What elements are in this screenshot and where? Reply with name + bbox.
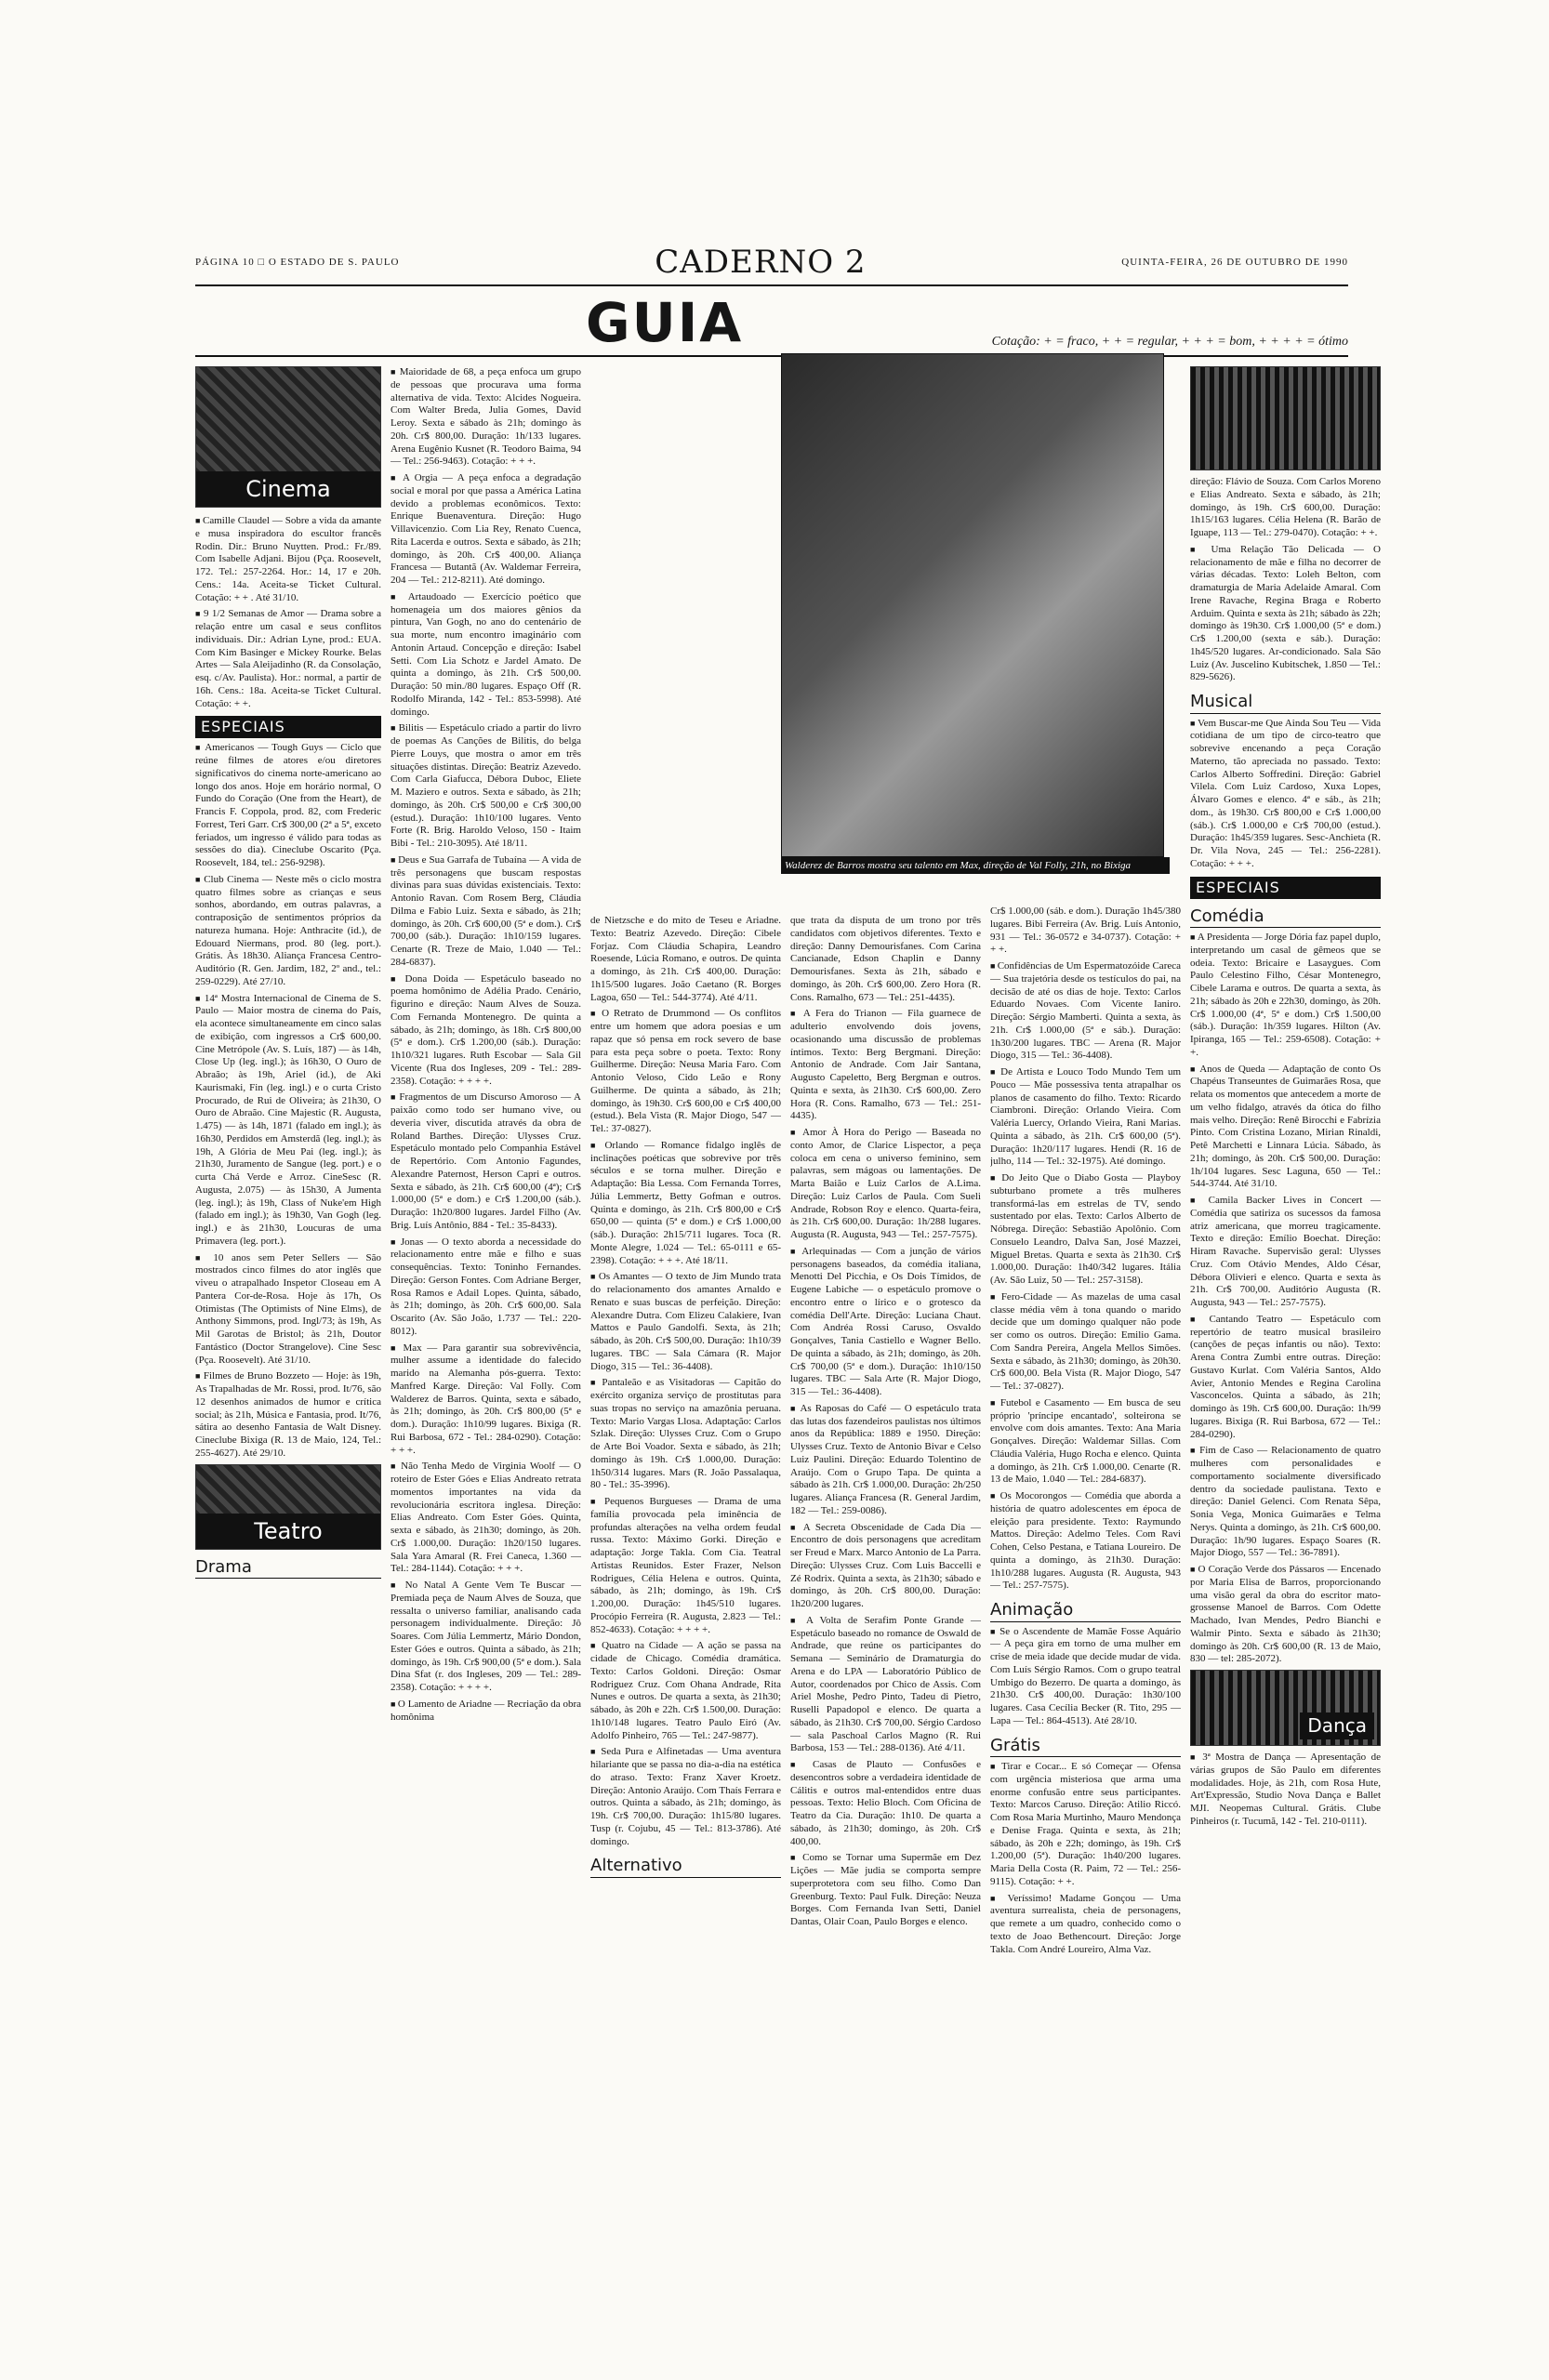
listing: ■ Futebol e Casamento — Em busca de seu próprio 'príncipe encantado', solteirona se envolve com dois amantes. Texto: Ana Maria Gonçalves. Direção: Waldemar Sillas. Com Cláudia Valéria, Hugo Rocha e elenco. Quinta a domingo, às 21h. Cr$ 1.000,00. Cenarte (R. 13 de Maio, 1.040 — Tel.: 284-6837). [990,1397,1181,1487]
listing: ■ Como se Tornar uma Supermãe em Dez Lições — Mãe judia se comporta sempre superprotetora com seu filho. Como Dan Greenburg. Texto: Paul Fulk. Direção: Neuza Borges. Com Fernanda Ivan Setti, Daniel Dantas, Olair Coan, Paulo Borges e elenco. [790,1852,981,1929]
listing: ■ No Natal A Gente Vem Te Buscar — Premiada peça de Naum Alves de Souza, que ressalta o universo familiar, analisando cada personagem individualmente. Direção: Jô Soares. Com Júlia Lemmertz, Mário Dondon, Ester Góes e outros. Quinta a sábado, às 21h; domingo, às 19h. Cr$ 900,00 (5ª e dom.). Sala Dina Sfat (r. dos Ingleses, 209 — Tel.: 289-2358). Cotação: + + + +. [391,1580,581,1695]
listing: de Nietzsche e do mito de Teseu e Ariadne. Texto: Beatriz Azevedo. Direção: Cibele Forjaz. Com Cláudia Schapira, Leandro Roesende, Lúcia Romano, e outros. De quinta a domingo, às 21h. Cr$ 400,00. Duração: 1h15/500 lugares. João Caetano (R. Borges Lagoa, 650 — Tel.: 544-3774). Até 4/11. [590,915,781,1003]
listing: ■ Do Jeito Que o Diabo Gosta — Playboy subturbano promete a três mulheres transformá-las em estrelas de TV, sendo sustentado por elas. Texto: Carlos Alberto de Nóbrega. Direção: Sebastião Apolônio. Com Consuelo Leandro, Dalva San, José Mazzei, Miguel Bretas. Quarta e sexta às 21h30. Cr$ 1.000,00. Duração: 1h40/342 lugares. Itália (Av. São Luiz, 50 — Tel.: 257-3158). [990,1172,1181,1288]
listing: ■ Uma Relação Tão Delicada — O relacionamento de mãe e filha no decorrer de várias décadas. Texto: Loleh Belton, com dramaturgia de Maria Adelaide Amaral. Com Irene Ravache, Regina Braga e Roberto Arduim. Quinta e sexta às 21h; sábado às 22h; domingo às 19h30. Cr$ 1.000,00 (5ª e dom.) Cr$ 1.200,00 (sexta e sáb.). Duração: 1h45/520 lugares. Ar-condicionado. Sala São Luiz (Av. Juscelino Kubitschek, 1.850 — Tel.: 829-5626). [1190,544,1381,684]
listing: ■ Vem Buscar-me Que Ainda Sou Teu — Vida cotidiana de um tipo de circo-teatro que sobrevive encenando a peça Coração Materno, tão apreciada no passado. Texto: Carlos Alberto Soffredini. Direção: Gabriel Vilela. Com Luiz Cardoso, Xuxa Lopes, Álvaro Gomes e elenco. 4ª e sáb., às 21h; dom., às 19h30. Cr$ 800,00 e Cr$ 1.000,00 (sáb.). Cr$ 1.000,00 e Cr$ 700,00 (estud.). Duração: 1h45/359 lugares. Sesc-Anchieta (R. Dr. Vila Nova, 245 — Tel.: 256-2281). Cotação: + + +. [1190,718,1381,871]
section-especiais: ESPECIAIS [195,716,381,738]
listing: ■ Os Amantes — O texto de Jim Mundo trata do relacionamento dos amantes Arnaldo e Renato e suas buscas de perfeição. Direção: Alexandre Dutra. Com Elizeu Calakiere, Ivan Mattos e Paulo Gandolfi. Sexta, às 21h; sábado, às 20h. Cr$ 500,00. Duração: 1h10/39 lugares. TBC — Sala Cámara (R. Major Diogo, 315 — Tel.: 36-4408). [590,1271,781,1373]
column-2 [391,366,581,2263]
listing: direção: Flávio de Souza. Com Carlos Moreno e Elias Andreato. Sexta e sábado, às 21h; domingo, às 19h. Cr$ 600,00. Duração: 1h15/163 lugares. Célia Helena (R. Barão de Iguape, 113 — Tel.: 279-0470). Cotação: + +. [1190,476,1381,538]
section-cinema: Cinema [196,471,380,507]
listing: ■ A Volta de Serafim Ponte Grande — Espetáculo baseado no romance de Oswald de Andrade, que reúne os participantes do Semana — Seminário de Dramaturgia do Arena e do LPA — Laboratório Público de Autor, coordenados por Chico de Assis. Com Ariel Moshe, Pedro Pinto, Tadeu di Pietro, Ruselli Papadopol e elenco. De quarta a sábado, às 21h30. Cr$ 700,00. Sérgio Cardoso — sala Paschoal Carlos Magno (R. Rui Barbosa, 153 — Tel.: 288-0136). Até 4/11. [790,1615,981,1755]
listing: ■ As Raposas do Café — O espetáculo trata das lutas dos fazendeiros paulistas nos últimos anos da República: 1889 e 1950. Direção: Ulysses Cruz. Texto de Antonio Bivar e Celso Luiz Paulini. Direção: Eduardo Tolentino de Araújo. Com o Grupo Tapa. De quinta a sábado às 21h. Cr$ 1.000,00. Duração: 2h/250 lugares. Aliança Francesa (R. General Jardim, 182 — Tel.: 259-0086). [790,1403,981,1518]
section-alternativo: Alternativo [590,1856,781,1878]
listing: ■ A Presidenta — Jorge Dória faz papel duplo, interpretando um casal de gêmeos que se odeia. Texto: Bricaire e Lasaygues. Com Paulo Celestino Filho, César Montenegro, Cibele Larama e outros. De quarta a sexta, às 21h; sábado às 20h e 22h30, domingo, às 20h. Cr$ 1.000,00 (4ª, 5ª e dom.) Cr$ 1.500,00 (sáb.). Duração: 1h/359 lugares. Hilton (Av. Ipiranga, 165 — Tel.: 259-6508). Cotação: + +. [1190,932,1381,1060]
listing: ■ Quatro na Cidade — A ação se passa na cidade de Chicago. Comédia dramática. Texto: Carlos Goldoni. Direção: Osmar Rodriguez Cruz. Com Ohana Andrade, Rita Nunes e outros. De quarta a sexta, às 21h30; sábado, às 20h e 22h. Cr$ 1.500,00. Duração: 1h10/148 lugares. Teatro Paulo Eiró (Av. Adolfo Pinheiro, 765 — Tel.: 247-9877). [590,1640,781,1742]
teatro-illustration [195,1464,381,1550]
listing: ■ De Artista e Louco Todo Mundo Tem um Pouco — Mãe possessiva tenta atrapalhar os planos de casamento do filho. Texto: Ricardo Ciambroni. Direção: Orlando Vieira. Com Valéria Luercy, Orlando Vieira, Rani Marias. Quinta a sábado, às 21h. Cr$ 600,00 (5ª). Duração: 1h20/117 lugares. Hendi (R. 16 de julho, 114 — Tel.: 32-1975). Até domingo. [990,1066,1181,1169]
dance-illustration [1190,1670,1381,1746]
listing: ■ O Retrato de Drummond — Os conflitos entre um homem que adora poesias e um rapaz que só pensa em rock severo de base para esta peça sobre o poeta. Texto: Rony Guilherme. Direção: Neusa Maria Faro. Com Antonio Veloso, Cido Leão e Rony Guilherme. De quinta a sábado, às 21h; domingo, às 19h30. Cr$ 600,00 e Cr$ 400,00 (estud.). Bela Vista (R. Major Diogo, 547 — Tel.: 37-0827). [590,1008,781,1136]
listing: ■ Camila Backer Lives in Concert — Comédia que satiriza os sucessos da famosa atriz americana, que morreu tragicamente. Texto e direção: Emílio Boechat. Direção: Hiram Ravache. Supervisão geral: Ulysses Cruz. Com Otávio Mendes, Aldo César, Débora Olivieri e elenco. Quarta e sexta às 21h. Cr$ 700,00. Auditório Augusta (R. Augusta, 943 — Tel.: 257-7575). [1190,1195,1381,1310]
listing: ■ Camille Claudel — Sobre a vida da amante e musa inspiradora do escultor francês Rodin. Dir.: Bruno Nuytten. Prod.: Fr./89. Com Isabelle Adjani. Bijou (Pça. Roosevelt, 172. Tel.: 257-2264. Hor.: 14, 17 e 20h. Cens.: 14a. Aceita-se Ticket Cultural. Cotação: + + . Até 31/10. [195,515,381,604]
guia-banner [195,291,1348,357]
listing: ■ Artaudoado — Exercício poético que homenageia um dos maiores gênios da pintura, Van Gogh, no ano do centenário de sua morte, num encontro imaginário com Antonin Artaud. Concepção e direção: Isabel Setti. Com Lia Schotz e Jardel Amato. De quinta a domingo, às 21h. Cr$ 500,00. Duração: 50 min./80 lugares. Espaço Off (R. Rodolfo Miranda, 142 - Tel.: 853-5998). Até domingo. [391,591,581,720]
section-masthead: CADERNO 2 [655,244,867,281]
listing: ■ Tirar e Cocar... E só Começar — Ofensa com urgência misteriosa que arma uma enorme confusão entre seus participantes. Texto: Marcos Caruso. Direção: Atilio Riccó. Com Rosa Maria Murtinho, Mauro Mendonça e Denise Fraga. Quinta e sexta, às 21h; sábado, às 20h e 22h; domingo, às 19h. Cr$ 1.200,00 (5ª). Duração: 1h40/200 lugares. Maria Della Costa (R. Paim, 72 — Tel.: 256-9115). Cotação: + +. [990,1761,1181,1889]
listing: ■ Casas de Plauto — Confusões e desencontros sobre a verdadeira identidade de Cálitis e outros mal-entendidos entre duas pessoas. Texto: Helio Bloch. Com Oficina de Teatro da Cia. Duração: 1h10. De quarta a sábado, às 21h30; domingo, às 20h. Cr$ 400,00. [790,1759,981,1848]
listing: ■ Cantando Teatro — Espetáculo com repertório de teatro musical brasileiro (canções de peças infantis ou não). Texto: Arena Contra Zumbi entre outras. Direção: Gustavo Kurlat. Com Valéria Santos, Aldo Avier, Antonio Mendes e Regina Carolina Vasconcelos. Quinta a sábado, às 21h; domingo às 19h. Cr$ 600,00. Duração: 1h/99 lugares. Bixiga (R. Rui Barbosa, 672 — Tel.: 284-0290). [1190,1314,1381,1442]
comedy-illustration [1190,366,1381,470]
listing: ■ Anos de Queda — Adaptação de conto Os Chapéus Transeuntes de Guimarães Rosa, que relata os momentos que antecedem a morte de um velho fidalgo, através da ótica do filho mais velho. Direção: Renê Birocchi e Fabrízia Pinto. Com Cristina Lozano, Mirian Rinaldi, Petê Marchetti e Linnara Lúcia. Sábado, às 21h; domingo, às 20h. Cr$ 500,00. Duração: 1h/104 lugares. Sesc Laguna, 650 — Tel.: 544-3744. Até 31/10. [1190,1064,1381,1192]
listing: ■ Jonas — O texto aborda a necessidade do relacionamento entre mãe e filho e suas consequências. Texto: Toninho Fernandes. Direção: Gerson Fontes. Com Adriane Berger, Rosa Ramos e Adail Lopes. Quinta, sábado, às 21h; domingo, às 20h. Cr$ 600,00. Sala Oscarito (Av. São João, 1.737 — Tel.: 220-8012). [391,1236,581,1339]
listing: ■ Arlequinadas — Com a junção de vários personagens baseados, da comédia italiana, Menotti Del Picchia, e Os Dois Tímidos, de Eugene Labiche — o espetáculo promove o encontro entre o lírico e o grotesco da comédia Dell'Arte. Direção: Luciana Chaut. Com Andréa Rossi Caruso, Osvaldo Gonçalves, Tania Castiello e Wagner Bello. De quinta a sábado, às 21h; domingo, às 20h. Cr$ 700,00 (5ª e dom.). Duração: 1h10/150 lugares. TBC — Sala Arte (R. Major Diogo, 315 — Tel.: 36-4408). [790,1246,981,1399]
photo-caption: Walderez de Barros mostra seu talento em Max, direção de Val Folly, 21h, no Bixiga [781,857,1170,874]
listing: ■ Maioridade de 68, a peça enfoca um grupo de pessoas que procurava uma forma alternativa de vida. Texto: Alcides Nogueira. Com Walter Breda, Julia Gomes, David Leroy. Sexta e sábado às 21h; domingo às 20h. Cr$ 800,00. Duração: 1h/133 lugares. Arena Eugênio Kusnet (R. Teodoro Baima, 94 — Tel.: 256-9463). Cotação: + + +. [391,366,581,469]
listing: ■ Seda Pura e Alfinetadas — Uma aventura hilariante que se passa no dia-a-dia na estética do atraso. Texto: Franz Xaver Kroetz. Direção: Antonio Araújo. Com Thaís Ferrara e outros. Quinta a sábado, às 21h; domingo, às 19h. Cr$ 700,00. Duração: 1h15/80 lugares. Tusp (r. Cojubu, 45 — Tel.: 813-3786). Até domingo. [590,1746,781,1848]
listing: que trata da disputa de um trono por três candidatos com objetivos diferentes. Texto e direção: Danny Demourisfanes. Com Carina Cancianade, Edson Chaplin e Danny Demourisfanes. Sexta às 21h, sábado e domingo, às 20h. Cr$ 600,00. Zero Hora (R. Cons. Ramalho, 673 — Tel.: 251-4435). [790,915,981,1003]
listing: ■ Filmes de Bruno Bozzeto — Hoje: às 19h, As Trapalhadas de Mr. Rossi, prod. It/76, são 12 desenhos animados de humor e crítica social; às 21h, Música e Fantasia, prod. It/76, sátira ao desenho Fantasia de Walt Disney. Cineclube Bixiga (R. 13 de Maio, 124, Tel.: 255-4627). Até 29/10. [195,1370,381,1460]
feature-photo [781,353,1164,857]
header-date: QUINTA-FEIRA, 26 DE OUTUBRO DE 1990 [1121,257,1348,268]
section-drama: Drama [195,1557,381,1580]
guia-title: GUIA [586,291,744,354]
listing: ■ Se o Ascendente de Mamãe Fosse Aquário — A peça gira em torno de uma mulher em crise de meia idade que decide mudar de vida. Com Luís Sérgio Ramos. Com o grupo teatral Umbigo do Bezerro. De quarta a domingo, às 21h30. Cr$ 400,00. Duração: 1h30/100 lugares. Casa Cecília Becker (R. Tito, 295 — Lapa — Tel.: 864-4513). Até 28/10. [990,1626,1181,1728]
listing: Cr$ 1.000,00 (sáb. e dom.). Duração 1h45/380 lugares. Bibi Ferreira (Av. Brig. Luís Antonio, 931 — Tel.: 36-0572 e 34-0737). Cotação: + + +. [990,906,1181,956]
listing: ■ Amor À Hora do Perigo — Baseada no conto Amor, de Clarice Lispector, a peça coloca em cena o universo feminino, sem palavras, sem mágoas ou lamentações. De Marta Baião e Luiz Carlos de A.Lima. Direção: Luiz Carlos de Paula. Com Sueli Andrade, Robson Roy e elenco. Quarta-feira, às 21h. Cr$ 600,00. Duração: 1h/288 lugares. Augusta (R. Augusta, 943 — Tel.: 257-7575). [790,1127,981,1242]
page-header [195,244,1348,286]
listing: ■ A Fera do Trianon — Fila guarnece de adulterio envolvendo dois jovens, ocasionando uma discussão de problemas íntimos. Texto: Berg Bergmani. Direção: Antonio de Andrade. Com Jair Santana, Augusto Capeletto, Berg Bergman e outros. Quinta e sexta, às 21h30. Cr$ 600,00. Zero Hora (R. Cons. Ramalho, 673 — Tel.: 251-4435). [790,1008,981,1123]
column-3 [590,366,781,2263]
listing: ■ Bilitis — Espetáculo criado a partir do livro de poemas As Canções de Bilitis, do belga Pierre Louys, que mostra o amor em três situações distintas. Direção: Beatriz Azevedo. Com Carla Giafucca, Débora Duboc, Eliete M. Maziero e outros. Sexta e sábado, às 21h; domingo, às 20h. Cr$ 500,00 e Cr$ 300,00 (estud.). Duração: 1h10/100 lugares. Vento Forte (R. Brig. Haroldo Veloso, 150 - Itaim Bibi - Tel.: 210-3095). Até 18/11. [391,722,581,851]
listing: ■ 10 anos sem Peter Sellers — São mostrados cinco filmes do ator inglês que viveu o atrapalhado Inspetor Closeau em A Pantera Cor-de-Rosa. Hoje às 17h, Os Otimistas (The Optimists of Nine Elms), de Anthony Simmons, prod. Ingl/73; às 19h, As Mil Garotas de Bristol; às 21h, Doutor Fantástico (Doctor Strangelove). Cine Sesc (Pça. Roosevelt). Até 31/10. [195,1252,381,1368]
listing: ■ Fragmentos de um Discurso Amoroso — A paixão como todo ser humano vive, ou deveria viver, discutida através da obra de Roland Barthes. Direção: Ulysses Cruz. Espetáculo montado pelo Companhia Estável de Repertório. Com Antonio Fagundes, Alexandre Paternost, Herson Capri e outros. Sexta e sábado, às 21h. Cr$ 600,00 (4ª); Cr$ 1.000,00 (5ª e dom.) e Cr$ 1.200,00 (sáb.). Duração: 1h20/800 lugares. Jardel Filho (Av. Brig. Luís Antônio, 884 - Tel.: 35-8433). [391,1091,581,1232]
section-comedia: Comédia [1190,906,1381,929]
section-gratis: Grátis [990,1736,1181,1758]
section-danca: Dança [1300,1712,1374,1739]
header-left: PÁGINA 10 □ O ESTADO DE S. PAULO [195,257,400,268]
cotacao-legend: Cotação: + = fraco, + + = regular, + + + = bom, + + + + = ótimo [991,335,1348,349]
listing: ■ Os Mocorongos — Comédia que aborda a história de quatro adolescentes em época de eleição para presidente. Texto: Raymundo Mattos. Direção: Adelmo Teles. Com Ravi Cohen, Celso Pestana, e Tatiana Loureiro. De quinta a domingo, às 21h30. Duração: 1h10/288 lugares. Augusta (R. Augusta, 943 — Tel.: 257-7575). [990,1490,1181,1593]
newspaper-page [195,244,1381,2335]
listing: ■ Confidências de Um Espermatozóide Careca — Sua trajetória desde os testículos do pai, na decisão de até os dias de hoje. Texto: Carlos Eduardo Novaes. Com Vicente Ianiro. Direção: Sérgio Mamberti. Quinta a sexta, às 21h. Cr$ 1.000,00 (5ª e sáb.). Duração: 1h30/200 lugares. TBC — Arena (R. Major Diogo, 315 — Tel.: 36-4408). [990,960,1181,1063]
section-especiais-2: ESPECIAIS [1190,877,1381,899]
section-musical: Musical [1190,692,1381,714]
listing-columns [195,366,1381,2263]
cinema-illustration [195,366,381,508]
column-1 [195,366,381,2263]
listing: ■ Não Tenha Medo de Virginia Woolf — O roteiro de Ester Góes e Elias Andreato retrata momentos importantes na vida da revolucionária escritora inglesa. Direção: Elias Andreato. Com Ester Góes. Quinta, sexta e sábado, às 21h30; domingo, às 20h. Cr$ 1.000,00. Duração: 1h20/150 lugares. Sala Yara Amaral (R. Frei Caneca, 1.360 — Tel.: 284-1144). Cotação: + + +. [391,1461,581,1576]
listing: ■ Orlando — Romance fidalgo inglês de inclinações poéticas que sobrevive por três séculos e se torna mulher. Direção e Adaptação: Bia Lessa. Com Fernanda Torres, Júlia Lemmertz, Betty Gofman e outros. Quinta e domingo, às 21h. Cr$ 800,00 e Cr$ 650,00 — quinta (5ª e dom.) e Cr$ 1.000,00 (sáb.). Duração: 2h15/711 lugares. Toca (R. Monte Alegre, 1.024 — Tel.: 65-0111 e 65-2398). Cotação: + + +. Até 18/11. [590,1140,781,1268]
section-teatro: Teatro [196,1514,380,1549]
listing: ■ O Lamento de Ariadne — Recriação da obra homônima [391,1699,581,1725]
listing: ■ Fim de Caso — Relacionamento de quatro mulheres com personalidades e comportamento socialmente diversificado dentro da sociedade paulistana. Texto e direção: Daniel Gelenci. Com Renata Sêpa, Sonia Vega, Monica Guimarães e Telma Nerys. Quinta a domingo, às 21h. Cr$ 600,00. Duração: 1h/90 lugares. Espaço Soares (R. Major Diogo, 557 — Tel.: 36-7891). [1190,1445,1381,1560]
listing: ■ A Secreta Obscenidade de Cada Dia — Encontro de dois personagens que acreditam ser Freud e Marx. Marco Antonio de La Parra. Direção: Ulysses Cruz. Com Luis Baccelli e Zé Rodrix. Quinta a sexta, às 21h30; sábado e domingo, às 20h. Cr$ 800,00. Duração: 1h20/200 lugares. [790,1522,981,1611]
listing: ■ 9 1/2 Semanas de Amor — Drama sobre a relação entre um casal e seus conflitos individuais. Dir.: Adrian Lyne, prod.: EUA. Com Kim Basinger e Mickey Rourke. Belas Artes — Sala Aleijadinho (R. da Consolação, esq. c/Av. Paulista). Hor.: normal, a partir de 16h. Cens.: 18a. Aceita-se Ticket Cultural. Cotação: + +. [195,608,381,710]
listing: ■ Veríssimo! Madame Gonçou — Uma aventura surrealista, cheia de personagens, que remete a um quadro, conhecido como o texto de Joao Bethencourt. Direção: Jorge Takla. Com André Loureiro, Alma Vaz. [990,1893,1181,1957]
listing: ■ Club Cinema — Neste mês o ciclo mostra quatro filmes sobre as crianças e seus sonhos, abordando, em outras palavras, a contraposição de sentimentos próprios da natureza humana. Hoje: Anthracite (id.), de Edouard Niermans, prod. 80 (leg. port.). Grátis. Às 18h30. Aliança Francesa Centro-Auditório (R. Gen. Jardim, 182, 2º and., tel.: 259-0229). Até 27/10. [195,874,381,989]
listing: ■ A Orgia — A peça enfoca a degradação social e moral por que passa a América Latina devido a problemas econômicos. Texto: Enrique Buenaventura. Direção: Hugo Villavicenzio. Com Lia Rey, Renato Cuenca, Rita Lacerda e outros. Sexta e sábado, às 21h; domingo, às 20h. Cr$ 400,00. Aliança Francesa — Butantã (Av. Waldemar Ferreira, 204 — Tel.: 212-8211). Até domingo. [391,472,581,588]
listing: ■ Pequenos Burgueses — Drama de uma família provocada pela iminência de profundas alterações na velha ordem feudal russa. Texto: Máximo Gorki. Direção e adaptação: Jorge Takla. Com Cia. Teatral Artistas Reunidos. Ester Frazer, Nelson Rodrigues, Célia Helena e outros. Quinta, sábado, às 21h; domingo, às 19h. Cr$ 1.200,00. Duração: 1h45/510 lugares. Procópio Ferreira (R. Augusta, 2.823 — Tel.: 852-4633). Cotação: + + + +. [590,1496,781,1636]
listing: ■ O Coração Verde dos Pássaros — Encenado por Maria Elisa de Barros, proporcionando uma visão geral da obra do escritor mato-grossense Manoel de Barros. Com Odette Machado, Ivan Mendes, Pedro Bianchi e Walmir Pinto. Sexta e sábado às 21h30; domingo às 20h. Cr$ 600,00 (R. 13 de Maio, 830 — tel: 285-2072). [1190,1564,1381,1666]
listing: ■ Pantaleão e as Visitadoras — Capitão do exército organiza serviço de prostitutas para suas tropas no serviço na amazônia peruana. Texto: Mario Vargas Llosa. Adaptação: Carlos Szlak. Direção: Ulysses Cruz. Com o Grupo de Arte Boi Voador. Sexta e sábado, às 21h; domingo às 19h. Cr$ 1.000,00. Duração: 1h50/314 lugares. Mars (R. João Passalaqua, 80 - Tel.: 35-3996). [590,1377,781,1492]
section-animacao: Animação [990,1600,1181,1622]
listing: ■ 14ª Mostra Internacional de Cinema de S. Paulo — Maior mostra de cinema do País, ela acontece simultaneamente em cinco salas de exibição, com ingressos a Cr$ 600,00. Cine Metrópole (Av. S. Luís, 187) — às 14h, Close Up (leg. ingl.); às 16h30, O Ouro de Abraão; às 19h, Ariel (id.), de Aki Kaurismaki, Fin (leg. ingl.) e o curta Cristo Procurado, de Rui de Oliveira; às 21h30, O Ouro de Abraão. Cine Majestic (R. Augusta, 1.475) — às 14h, 1871 (falado em ingl.); às 16h30, Perdidos em Amsterdã (leg. ingl.); às 19h, A Glória de Meu Pai (leg. ingl.); às 21h30, Juramento de Sangue (leg. port.) e o curta Chá Verde e Arroz. CineSesc (R. Augusta, 2.075) — às 15h30, A Jumenta (leg. ingl.); às 19h, Class of Nuke'em High (falado em ingl.); às 19h30, Van Gogh (leg. ingl.) e às 21h30, Loucuras de uma Primavera (leg. port.). [195,993,381,1249]
column-6 [1190,366,1381,2263]
listing: ■ Dona Doida — Espetáculo baseado no poema homônimo de Adélia Prado. Cenário, figurino e direção: Naum Alves de Souza. Com Fernanda Montenegro. De quinta a sábado, às 21h; domingo, às 18h. Cr$ 800,00 (5ª e dom.). Cr$ 1.200,00 (sáb.). Duração: 1h10/321 lugares. Ruth Escobar — Sala Gil Vicente (Rua dos Ingleses, 209 - Tel.: 289-2358). Cotação: + + + +. [391,973,581,1089]
listing: ■ Max — Para garantir sua sobrevivência, mulher assume a identidade do falecido marido na Alemanha pós-guerra. Texto: Manfred Karge. Direção: Val Folly. Com Walderez de Barros. Quinta, sexta e sábado, às 21h; domingo, às 20h. Cr$ 800,00 (5ª e dom.). Duração: 1h10/99 lugares. Bixiga (R. Rui Barbosa, 672 - Tel.: 284-0290). Cotação: + + +. [391,1342,581,1458]
listing: ■ Fero-Cidade — As mazelas de uma casal classe média vêm à tona quando o marido decide que um domingo qualquer não pode ser como os outros. Direção: Emilio Gama. Com Sandra Pereira, Angela Mellos Simões. Sexta e sábado, às 21h30; domingo, às 20h30. Cr$ 600,00. Bela Vista (R. Major Diogo, 547 — Tel.: 37-0827). [990,1291,1181,1394]
listing: ■ 3ª Mostra de Dança — Apresentação de várias grupos de São Paulo em diferentes modalidades. Hoje, às 21h, com Rosa Hute, Art'Expressão, Studio Nova Dança e Ballet MJI. Neopemas Cultural. Grátis. Clube Pinheiros (r. Tucumã, 142 - Tel. 210-0111). [1190,1752,1381,1829]
listing: ■ Deus e Sua Garrafa de Tubaína — A vida de três personagens que buscam respostas divinas para suas dúvidas existenciais. Texto: Antonio Ravan. Com Rosem Berg, Cláudia Dilma e Fabio Luiz. Sexta e sábado, às 21h; domingo, às 20h. Cr$ 600,00 (5ª e dom.). Cr$ 700,00 (sáb.). Duração: 1h10/159 lugares. Cenarte (R. Treze de Maio, 1.040 — Tel.: 284-6837). [391,854,581,970]
listing: ■ Americanos — Tough Guys — Ciclo que reúne filmes de atores e/ou diretores significativos do cinema norte-americano ao longo dos anos. Hoje em horário normal, O Fundo do Coração (One from the Heart), de Francis F. Coppola, prod. 82, com Frederic Forrest, Teri Garr. Cr$ 300,00 (2ª a 5ª, exceto feriados, um ingresso é válido para todas as sessões do dia). Cineclube Oscarito (Pça. Roosevelt, 184, tel.: 256-9298). [195,742,381,870]
